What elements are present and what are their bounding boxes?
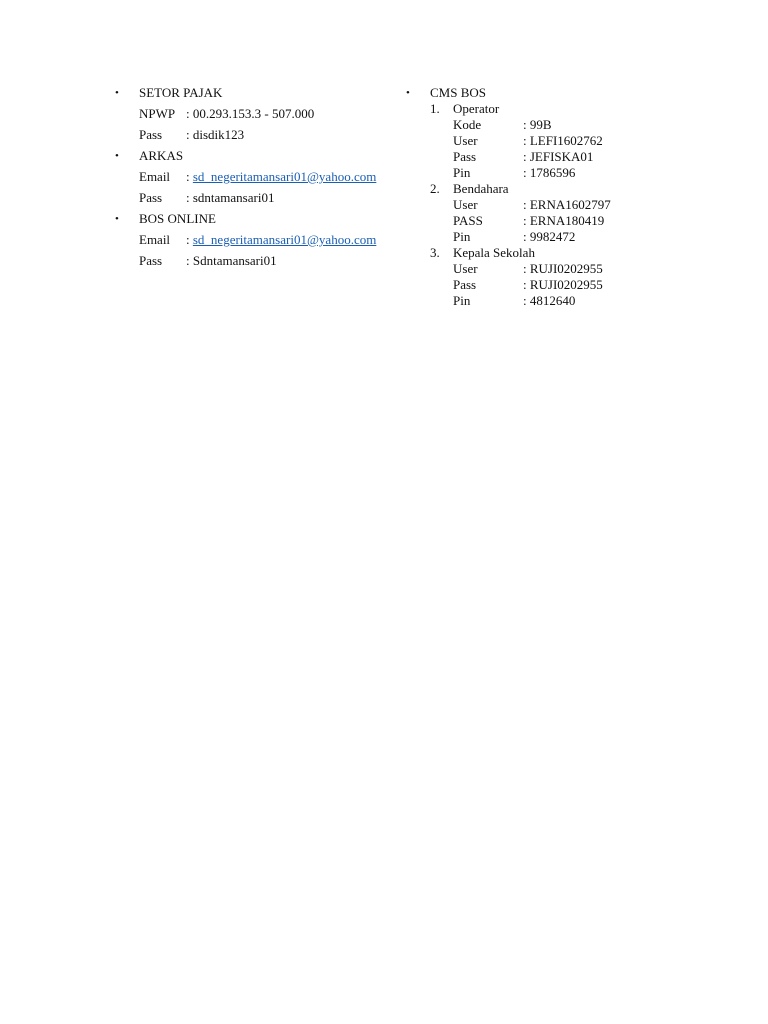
field-value: : ERNA180419 (523, 213, 605, 228)
bullet-icon: • (115, 150, 119, 162)
field-row-pin (403, 229, 703, 245)
field-value: : 99B (523, 117, 552, 132)
field-value: : 00.293.153.3 - 507.000 (186, 106, 315, 121)
field-label: Pass (139, 127, 163, 142)
field-row-pass (403, 277, 703, 293)
bullet-item-cms-bos (403, 85, 703, 101)
field-value (186, 169, 376, 184)
field-value: : disdik123 (186, 127, 245, 142)
field-row-pass (112, 190, 402, 206)
field-row-user (403, 197, 703, 213)
field-value: : ERNA1602797 (523, 197, 611, 212)
field-label: User (453, 197, 478, 212)
field-label: Email (139, 232, 171, 247)
field-label: Pin (453, 165, 471, 180)
field-label: Email (139, 169, 171, 184)
field-label: Kode (453, 117, 482, 132)
field-row-pin (403, 165, 703, 181)
field-label: User (453, 133, 478, 148)
role-label: Operator (453, 101, 500, 116)
list-number: 3. (430, 245, 440, 260)
bullet-item-arkas (112, 148, 402, 164)
field-row-user (403, 261, 703, 277)
field-row-email (112, 232, 402, 248)
section-title: CMS BOS (430, 85, 486, 100)
field-row-user (403, 133, 703, 149)
field-label: NPWP (139, 106, 176, 121)
left-column (112, 85, 402, 269)
field-label: Pass (453, 149, 477, 164)
field-row-pass (112, 253, 402, 269)
section-title: SETOR PAJAK (139, 85, 223, 100)
field-label: PASS (453, 213, 483, 228)
field-row-pass (112, 127, 402, 143)
field-value: : LEFI1602762 (523, 133, 603, 148)
list-number: 1. (430, 101, 440, 116)
field-row-pin (403, 293, 703, 309)
field-value: : RUJI0202955 (523, 261, 603, 276)
field-row-kode (403, 117, 703, 133)
list-number: 2. (430, 181, 440, 196)
field-row-pass (403, 213, 703, 229)
field-row-npwp (112, 106, 402, 122)
numbered-item-operator (403, 101, 703, 117)
field-label: Pass (139, 190, 163, 205)
field-label: Pass (139, 253, 163, 268)
field-value: : 9982472 (523, 229, 576, 244)
field-value: : Sdntamansari01 (186, 253, 277, 268)
numbered-item-kepala-sekolah (403, 245, 703, 261)
role-label: Kepala Sekolah (453, 245, 535, 260)
field-row-email (112, 169, 402, 185)
email-link[interactable]: sd_negeritamansari01@yahoo.com (192, 232, 377, 247)
bullet-item-bos-online (112, 211, 402, 227)
section-title: BOS ONLINE (139, 211, 216, 226)
field-label: Pass (453, 277, 477, 292)
field-label: User (453, 261, 478, 276)
bullet-icon: • (115, 213, 119, 225)
field-value: : 1786596 (523, 165, 576, 180)
field-value: : RUJI0202955 (523, 277, 603, 292)
section-title: ARKAS (139, 148, 184, 163)
role-label: Bendahara (453, 181, 509, 196)
bullet-icon: • (115, 87, 119, 99)
field-value (186, 232, 376, 247)
field-label: Pin (453, 229, 471, 244)
email-link[interactable]: sd_negeritamansari01@yahoo.com (192, 169, 377, 184)
field-value: : 4812640 (523, 293, 576, 308)
bullet-item-setor-pajak (112, 85, 402, 101)
numbered-item-bendahara (403, 181, 703, 197)
field-value-prefix: : (186, 232, 193, 247)
field-label: Pin (453, 293, 471, 308)
field-value: : sdntamansari01 (186, 190, 275, 205)
bullet-icon: • (406, 87, 410, 99)
right-column (403, 85, 703, 309)
field-value-prefix: : (186, 169, 193, 184)
field-row-pass (403, 149, 703, 165)
field-value: : JEFISKA01 (523, 149, 594, 164)
